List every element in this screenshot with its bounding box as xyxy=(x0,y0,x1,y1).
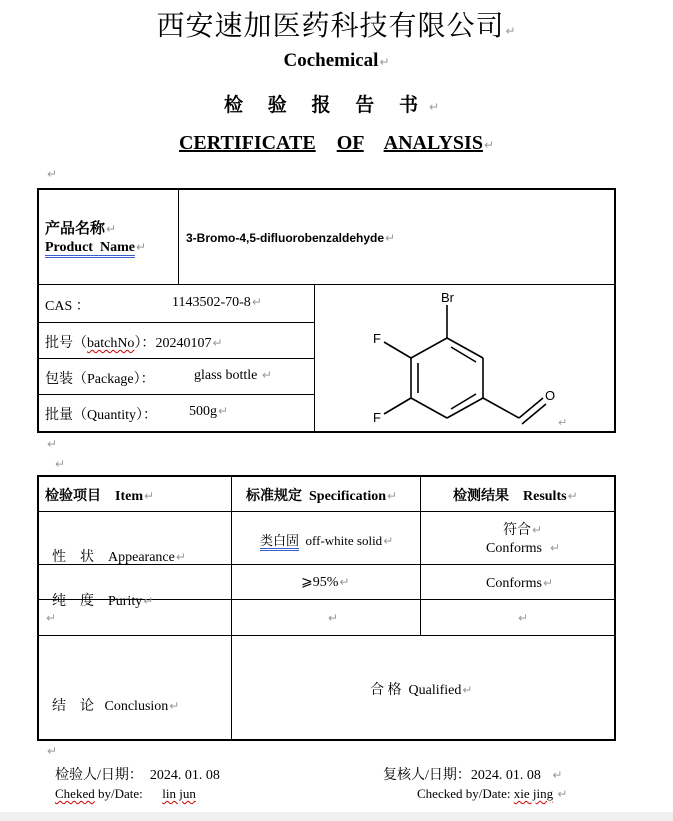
row-purity-item: 纯 度 Purity↵ xyxy=(52,594,154,609)
row-purity-result: Conforms↵ xyxy=(486,576,554,591)
conclusion-label: 结 论 Conclusion↵ xyxy=(52,699,180,714)
conclusion-value: 合 格 Qualified↵ xyxy=(370,683,473,698)
atom-f2-label: F xyxy=(373,410,381,425)
row-appearance-result-cn: 符合↵ xyxy=(503,523,543,538)
para-mark: ↵ xyxy=(46,611,57,625)
para-mark: ↵ xyxy=(328,611,339,625)
row-appearance-item: 性 状 Appearance↵ xyxy=(52,550,186,565)
para-mark: ↵ xyxy=(558,416,568,429)
chemical-structure xyxy=(315,285,614,431)
row-purity-spec: ⩾95%↵ xyxy=(301,575,350,590)
row-appearance-result-en: Conforms ↵ xyxy=(486,541,561,556)
reviewer-line: 复核人/日期：2024. 01. 08 ↵ xyxy=(383,768,563,783)
cas-value: 1143502-70-8↵ xyxy=(172,295,262,310)
atom-o-label: O xyxy=(545,388,556,403)
para-mark: ↵ xyxy=(47,437,58,451)
inspector-line: 检验人/日期： 2024. 01. 08 xyxy=(55,768,220,783)
quantity-label: 批量（Quantity）： xyxy=(45,408,157,423)
package-label: 包装（Package）： xyxy=(45,372,155,387)
para-mark: ↵ xyxy=(55,457,66,471)
inspector-signature: Cheked by/Date: lin jun xyxy=(55,786,196,801)
reviewer-signature: Checked by/Date: xie jing ↵ xyxy=(417,786,568,801)
report-title-cn: 检 验 报 告 书↵ xyxy=(223,95,450,116)
company-name-en: Cochemical↵ xyxy=(283,50,390,71)
product-name-value: 3-Bromo-4,5-difluorobenzaldehyde↵ xyxy=(186,231,396,245)
para-mark: ↵ xyxy=(47,167,58,181)
product-name-label-en: Product Name↵ xyxy=(45,240,146,256)
package-value: glass bottle ↵ xyxy=(194,368,272,383)
atom-br-label: Br xyxy=(441,290,454,305)
header-specification: 标准规定 Specification↵ xyxy=(246,489,398,504)
cas-label: CAS ： xyxy=(45,299,90,314)
company-name-cn: 西安速加医药科技有限公司↵ xyxy=(156,11,517,42)
report-title-en: CERTIFICATE OF ANALYSIS↵ xyxy=(178,132,495,154)
header-results: 检测结果 Results↵ xyxy=(453,489,578,504)
para-mark: ↵ xyxy=(47,744,58,758)
product-name-label-cn: 产品名称↵ xyxy=(45,221,117,237)
page-bottom-edge xyxy=(0,812,673,821)
batch-number: 批号（batchNo）：20240107↵ xyxy=(45,336,223,351)
atom-f1-label: F xyxy=(373,331,381,346)
para-mark: ↵ xyxy=(518,611,529,625)
row-appearance-spec: 类白固 off-white solid↵ xyxy=(260,530,393,549)
header-item: 检验项目 Item↵ xyxy=(45,489,155,504)
quantity-value: 500g↵ xyxy=(189,404,229,419)
